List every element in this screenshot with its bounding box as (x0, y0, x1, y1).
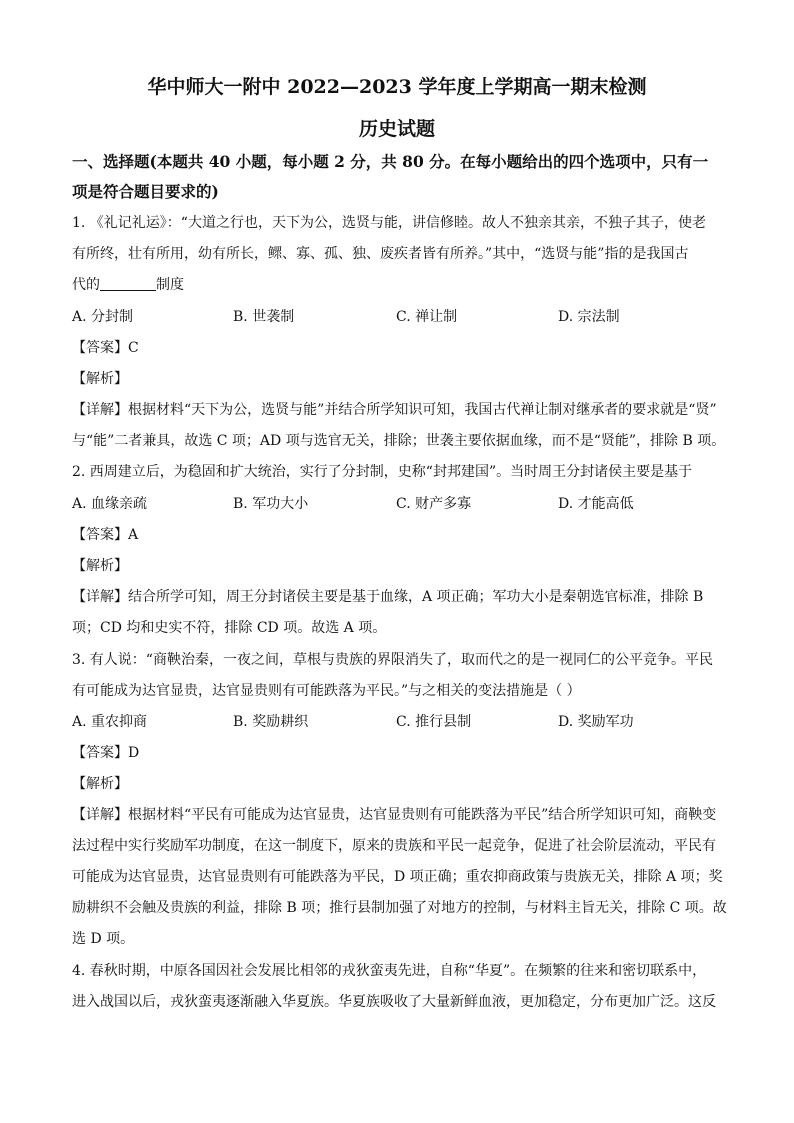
q1-detail-line1: 【详解】根据材料“天下为公，选贤与能”并结合所学知识可知，我国古代禅让制对继承者的要求就是“贤” (72, 402, 717, 418)
q3-option-a: A. 重农抑商 (72, 714, 148, 730)
q2-stem-line1: 2. 西周建立后，为稳固和扩大统治，实行了分封制，史称“封邦建国”。当时周王分封诸侯主要是基于 (72, 464, 693, 480)
q3-option-b: B. 奖励耕织 (233, 714, 309, 730)
q2-answer: 【答案】A (72, 527, 139, 543)
q2-option-c: C. 财产多寡 (396, 496, 472, 512)
q2-option-a: A. 血缘亲疏 (72, 496, 148, 512)
q1-option-b: B. 世袭制 (233, 309, 295, 325)
exam-subtitle: 历史试题 (358, 118, 435, 140)
q1-option-c: C. 禅让制 (396, 309, 458, 325)
q3-detail-line3: 可能成为达官显贵，达官显贵则有可能跌落为平民，D 项正确；重农抑商政策与贵族无关，排除 A 项；奖 (72, 869, 723, 885)
q3-stem-line1: 3. 有人说：“商鞅治秦，一夜之间，草根与贵族的界限消失了，取而代之的是一视同仁的公平竞争。平民 (72, 652, 713, 668)
q3-option-c: C. 推行县制 (396, 714, 472, 730)
section-heading-line1: 一、选择题(本题共 40 小题，每小题 2 分，共 80 分。在每小题给出的四个选项中，只有一 (72, 152, 709, 171)
q1-blank (100, 276, 156, 291)
q4-stem-line2: 进入战国以后，戎狄蛮夷逐渐融入华夏族。华夏族吸收了大量新鲜血液，更加稳定，分布更加广泛。这反 (72, 994, 716, 1010)
q3-detail-line1: 【详解】根据材料“平民有可能成为达官显贵，达官显贵则有可能跌落为平民”结合所学知识可知，商鞅变 (72, 807, 717, 823)
exam-title: 华中师大一附中 2022—2023 学年度上学期高一期末检测 (147, 76, 647, 98)
q1-answer: 【答案】C (72, 340, 139, 356)
q3-detail-line4: 励耕织不会触及贵族的利益，排除 B 项；推行县制加强了对地方的控制，与材料主旨无关，排除 C 项。故 (72, 900, 727, 916)
q1-detail-line2: 与“能”二者兼具，故选 C 项；AD 项与选官无关，排除；世袭主要依据血缘，而不是“贤能”，排除 B 项。 (72, 433, 726, 449)
q1-stem-line3 (72, 275, 734, 295)
q2-detail-line1: 【详解】结合所学可知，周王分封诸侯主要是基于血缘，A 项正确；军功大小是秦朝选官标准，排除 B (72, 589, 704, 605)
q3-answer: 【答案】D (72, 745, 140, 761)
q1-stem-line1: 1. 《礼记礼运》：“大道之行也，天下为公，选贤与能，讲信修睦。故人不独亲其亲，不独子其子，使老 (72, 215, 706, 231)
q2-option-d: D. 才能高低 (558, 496, 634, 512)
q1-analysis-label: 【解析】 (72, 371, 128, 387)
q3-analysis-label: 【解析】 (72, 776, 128, 792)
q2-analysis-label: 【解析】 (72, 558, 128, 574)
q3-stem-line2: 有可能成为达官显贵，达官显贵则有可能跌落为平民。”与之相关的变法措施是（ ） (72, 683, 581, 699)
q1-stem-line2: 有所终，壮有所用，幼有所长，鳏、寡、孤、独、废疾者皆有所养。”其中，“选贤与能”指的是我国古 (72, 246, 689, 262)
q3-detail-line2: 法过程中实行奖励军功制度，在这一制度下，原来的贵族和平民一起竞争，促进了社会阶层流动，平民有 (72, 838, 716, 854)
q2-option-b: B. 军功大小 (233, 496, 309, 512)
q3-detail-line5: 选 D 项。 (72, 931, 135, 947)
q1-option-d: D. 宗法制 (558, 309, 620, 325)
section-heading-line2: 项是符合题目要求的) (72, 182, 219, 201)
q1-option-a: A. 分封制 (72, 309, 134, 325)
q4-stem-line1: 4. 春秋时期，中原各国因社会发展比相邻的戎狄蛮夷先进，自称“华夏”。在频繁的往来和密切联系中， (72, 963, 707, 979)
q1-stem-suffix: 制度 (156, 277, 184, 293)
q2-detail-line2: 项；CD 均和史实不符，排除 CD 项。故选 A 项。 (72, 620, 387, 636)
q3-option-d: D. 奖励军功 (558, 714, 634, 730)
q1-stem-prefix: 代的 (72, 277, 100, 293)
